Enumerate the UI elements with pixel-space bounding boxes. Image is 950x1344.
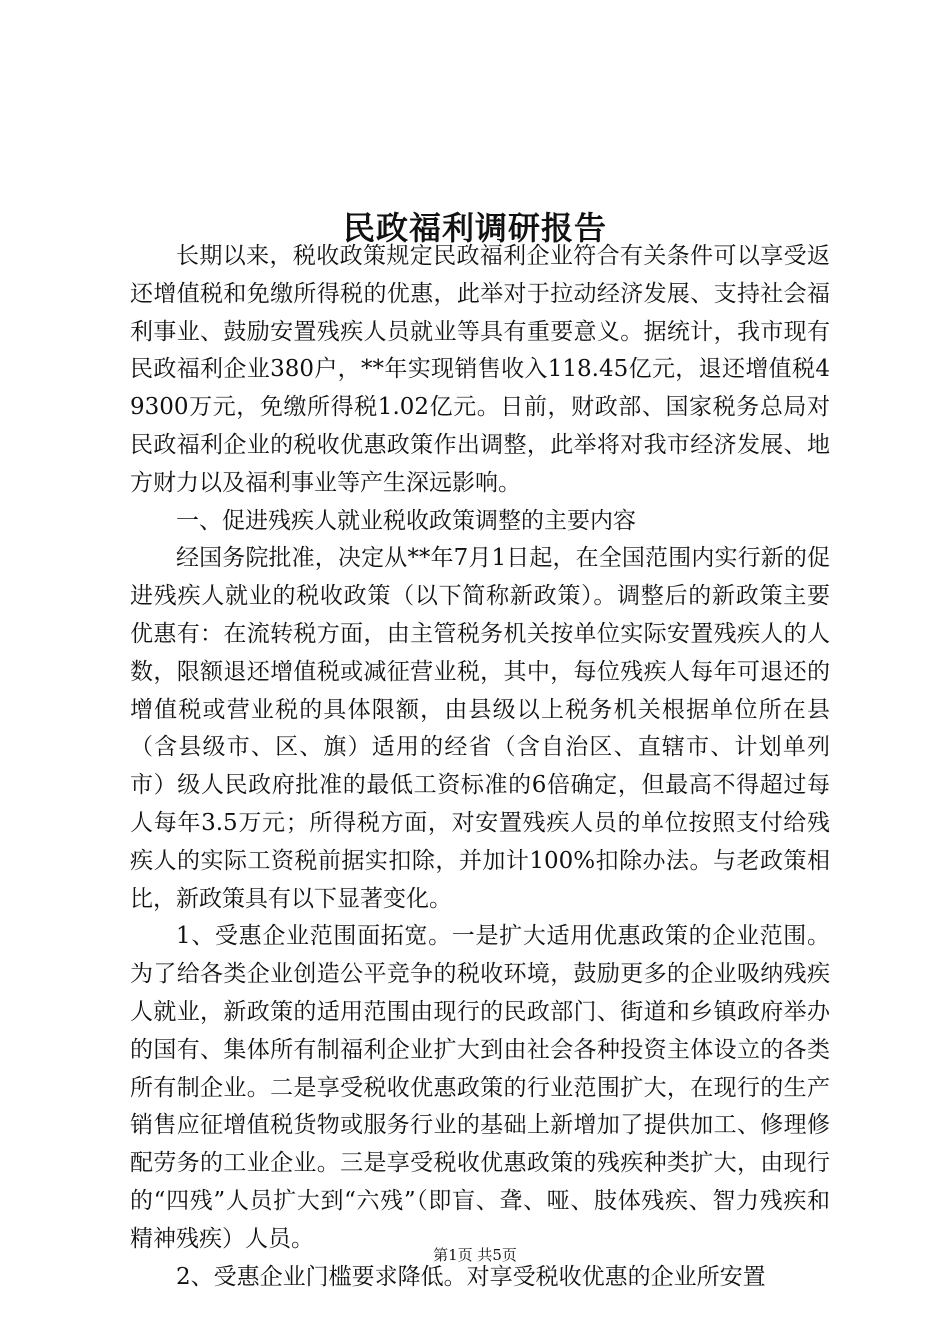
document-body <box>130 238 830 1296</box>
page-indicator: 第1页 共5页 <box>433 1246 517 1264</box>
paragraph-point-1: 1、受惠企业范围面拓宽。一是扩大适用优惠政策的企业范围。为了给各类企业创造公平竞争的税收环境，鼓励更多的企业吸纳残疾人就业，新政策的适用范围由现行的民政部门、街道和乡镇政府举办的国有、集体所有制福利企业扩大到由社会各种投资主体设立的各类所有制企业。二是享受税收优惠政策的行业范围扩大，在现行的生产销售应征增值税货物或服务行业的基础上新增加了提供加工、修理修配劳务的工业企业。三是享受税收优惠政策的残疾种类扩大，由现行的“四残”人员扩大到“六残”（即盲、聋、哑、肢体残疾、智力残疾和精神残疾）人员。 <box>130 923 830 1252</box>
paragraph-point-2: 2、受惠企业门槛要求降低。对享受税收优惠的企业所安置 <box>176 1263 766 1290</box>
paragraph-policy: 经国务院批准，决定从**年7月1日起，在全国范围内实行新的促进残疾人就业的税收政策（以下简称新政策）。调整后的新政策主要优惠有：在流转税方面，由主管税务机关按单位实际安置残疾人的人数，限额退还增值税或减征营业税，其中，每位残疾人每年可退还的增值税或营业税的具体限额，由县级以上税务机关根据单位所在县（含县级市、区、旗）适用的经省（含自治区、直辖市、计划单列市）级人民政府批准的最低工资标准的6倍确定，但最高不得超过每人每年3.5万元；所得税方面，对安置残疾人员的单位按照支付给残疾人的实际工资税前据实扣除，并加计100%扣除办法。与老政策相比，新政策具有以下显著变化。 <box>130 545 830 912</box>
section-heading: 一、促进残疾人就业税收政策调整的主要内容 <box>176 507 636 534</box>
document-title: 民政福利调研报告 <box>342 209 607 248</box>
paragraph-intro: 长期以来，税收政策规定民政福利企业符合有关条件可以享受返还增值税和免缴所得税的优惠，此举对于拉动经济发展、支持社会福利事业、鼓励安置残疾人员就业等具有重要意义。据统计，我市现有民政福利企业380户，**年实现销售收入118.45亿元，退还增值税49300万元，免缴所得税1.02亿元。日前，财政部、国家税务总局对民政福利企业的税收优惠政策作出调整，此举将对我市经济发展、地方财力以及福利事业等产生深远影响。 <box>130 243 830 496</box>
